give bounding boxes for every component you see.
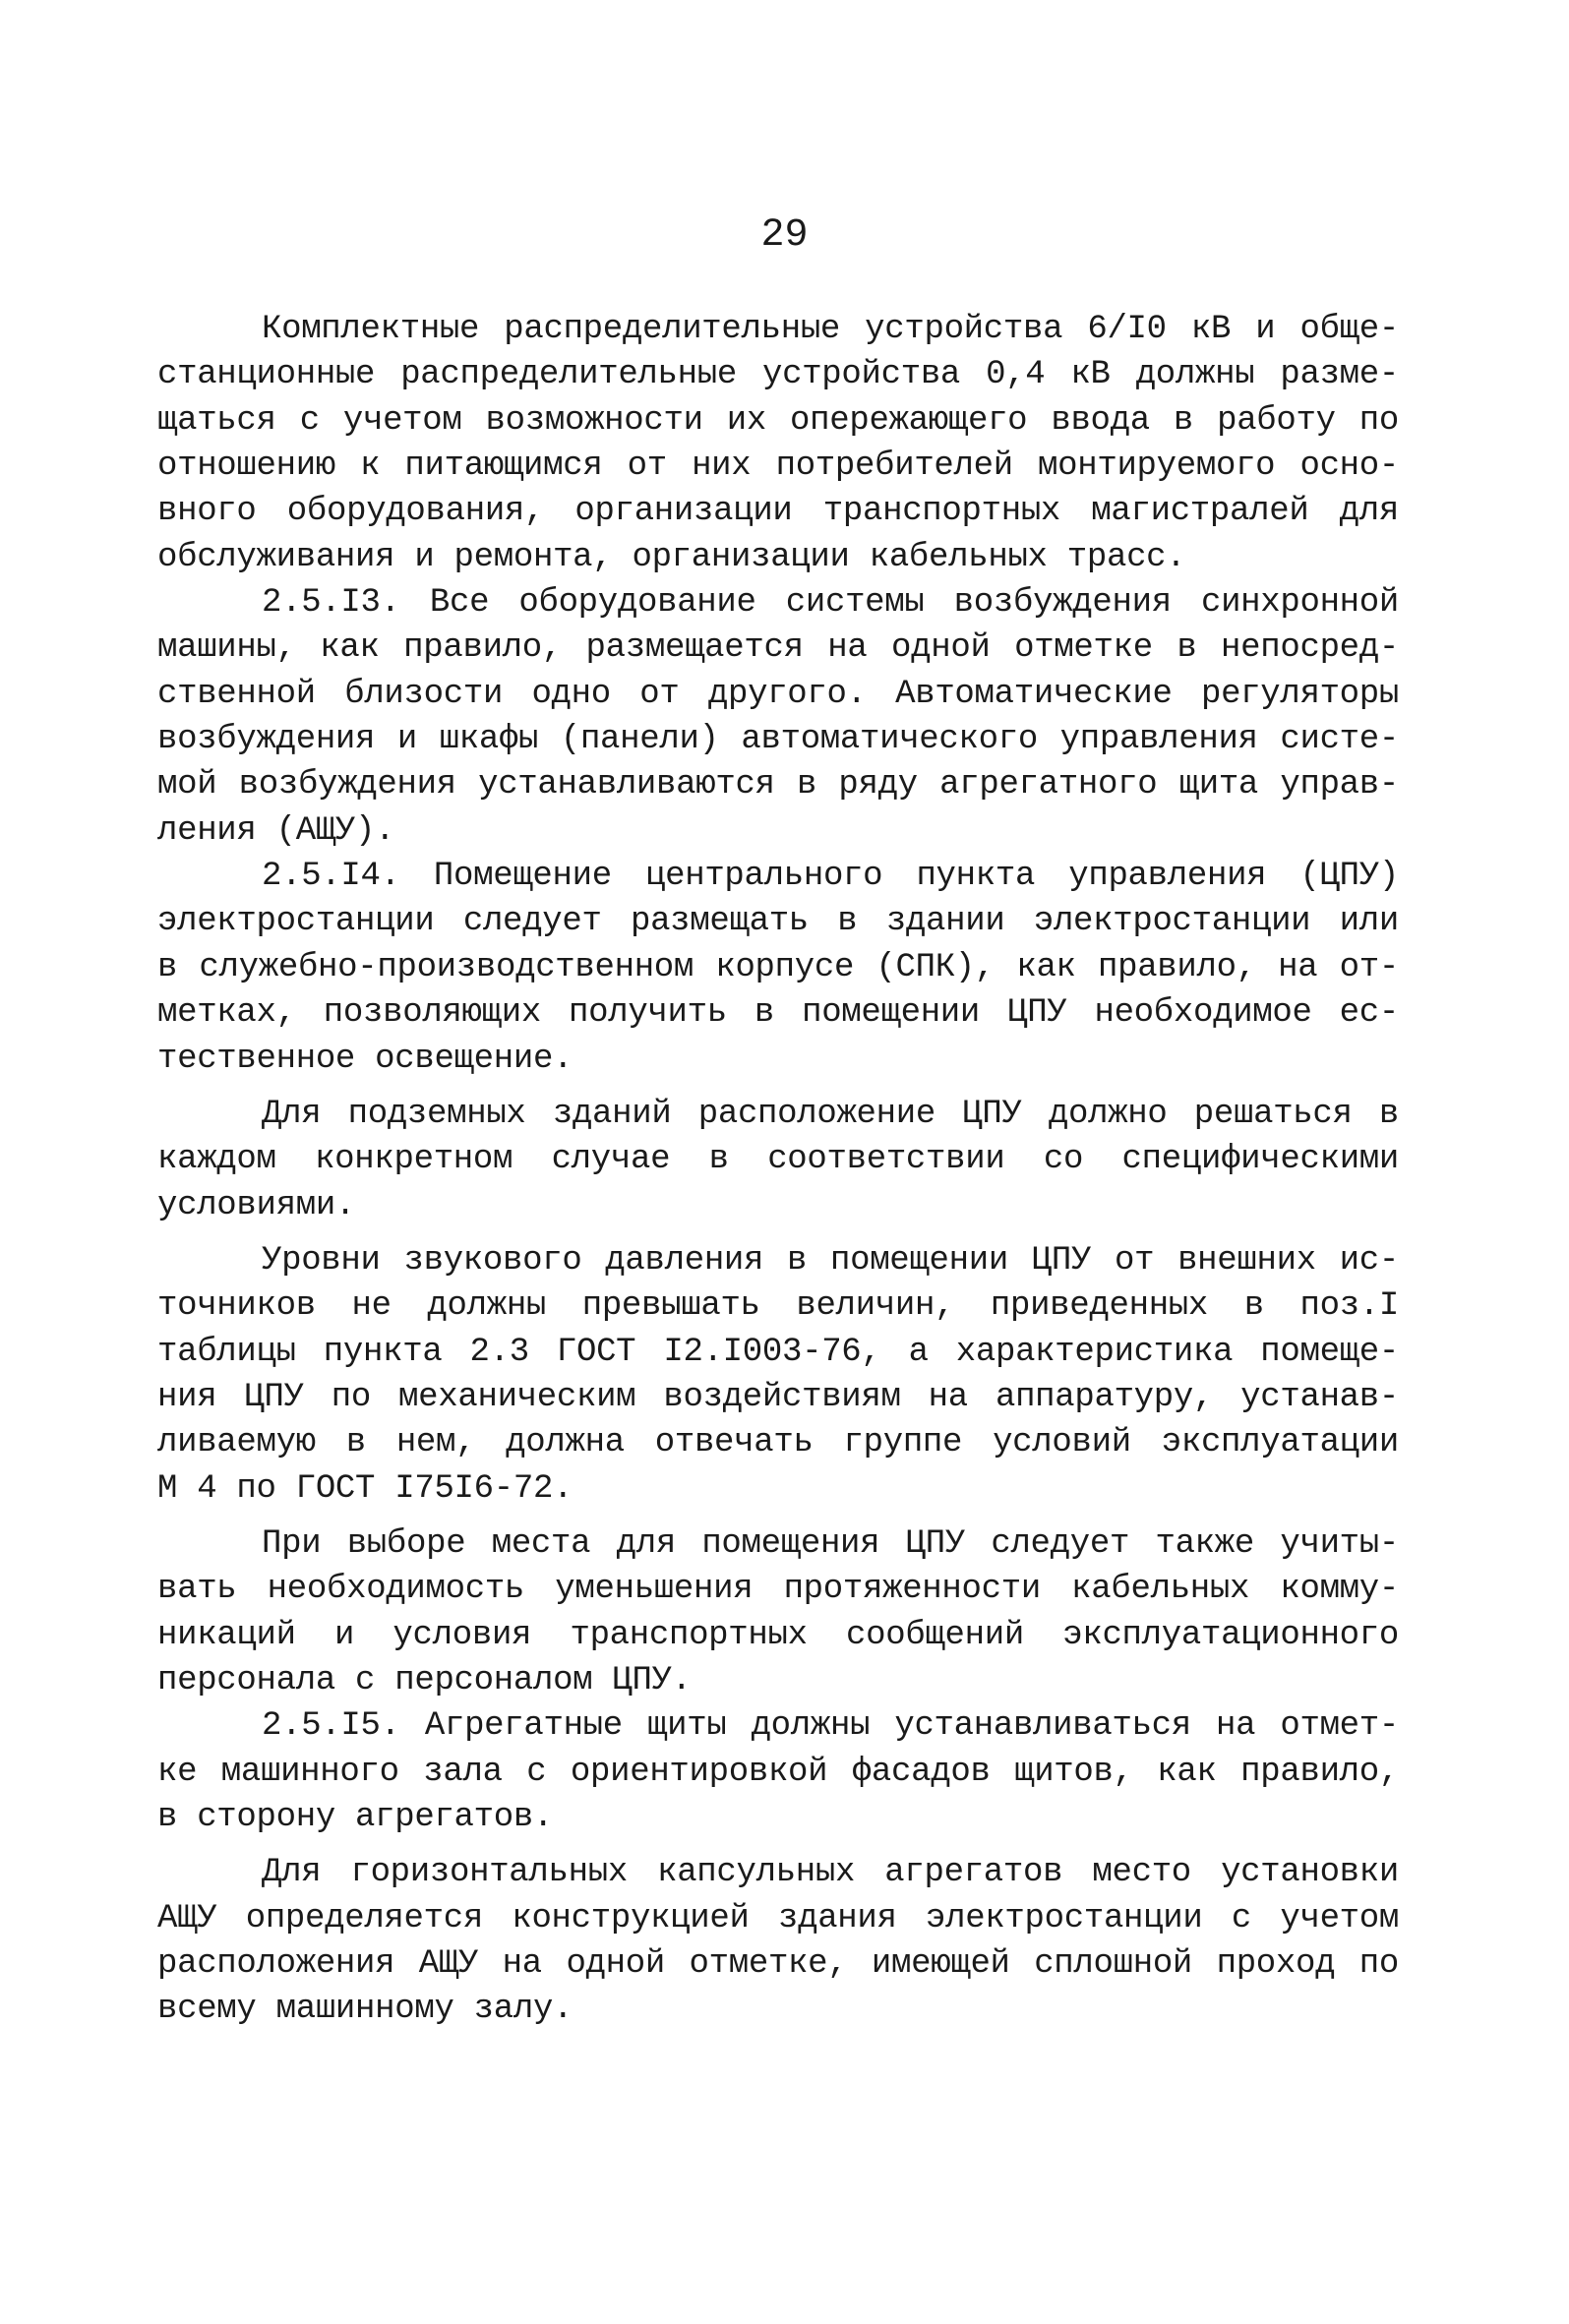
paragraph-gap (157, 1228, 1399, 1238)
text-line: машины, как правило, размещается на одной отметке в непосред- (157, 629, 1399, 668)
text-line: всему машинному залу. (157, 1991, 573, 2029)
text-line: каждом конкретном случае в соответствии со специфическими (157, 1141, 1399, 1179)
text-line: 2.5.I3. Все оборудование системы возбуждения синхронной (262, 584, 1399, 623)
text-line: обслуживания и ремонта, организации кабельных трасс. (157, 538, 1186, 576)
text-line: в сторону агрегатов. (157, 1799, 554, 1836)
text-line: в служебно-производственном корпусе (СПК), как правило, на от- (157, 948, 1399, 986)
paragraph-gap (157, 1512, 1399, 1521)
page-number: 29 (760, 213, 809, 258)
text-line: При выборе места для помещения ЦПУ следует также учиты- (262, 1524, 1399, 1563)
text-line: 2.5.I5. Агрегатные щиты должны устанавливаться на отмет- (262, 1707, 1399, 1746)
paragraph-gap (157, 1082, 1399, 1092)
text-line: персонала с персоналом ЦПУ. (157, 1661, 692, 1699)
text-line: возбуждения и шкафы (панели) автоматического управления систе- (157, 721, 1399, 759)
text-line: расположения АЩУ на одной отметке, имеющей сплошной проход по (157, 1945, 1399, 1984)
text-line: щаться с учетом возможности их опережающего ввода в работу по (157, 401, 1399, 440)
text-line: точников не должны превышать величин, приведенных в поз.I (157, 1287, 1399, 1326)
paragraph (157, 1092, 1399, 1228)
paragraph (157, 580, 1399, 854)
text-line: Комплектные распределительные устройства 6/I0 кВ и обще- (262, 311, 1399, 348)
text-line: станционные распределительные устройства 0,4 кВ должны разме- (157, 356, 1399, 394)
text-line: никаций и условия транспортных сообщений эксплуатационного (157, 1616, 1399, 1654)
text-line: Уровни звукового давления в помещении ЦПУ от внешних ис- (262, 1241, 1399, 1280)
text-line: таблицы пункта 2.3 ГОСТ I2.I003-76, а характеристика помеще- (157, 1333, 1399, 1371)
paragraph (157, 307, 1399, 580)
text-line: Для горизонтальных капсульных агрегатов место установки (262, 1854, 1399, 1892)
text-line: электростанции следует размещать в здании электростанции или (157, 903, 1399, 941)
text-line: условиями. (157, 1186, 356, 1224)
paragraph-gap (157, 1840, 1399, 1850)
text-line: ке машинного зала с ориентировкой фасадов щитов, как правило, (157, 1753, 1399, 1791)
paragraph (157, 854, 1399, 1082)
paragraph (157, 1238, 1399, 1512)
paragraph (157, 1703, 1399, 1840)
text-line: Для подземных зданий расположение ЦПУ должно решаться в (262, 1095, 1399, 1133)
text-line: 2.5.I4. Помещение центрального пункта управления (ЦПУ) (262, 858, 1399, 896)
text-line: вать необходимость уменьшения протяженности кабельных комму- (157, 1571, 1399, 1609)
paragraph (157, 1850, 1399, 2032)
text-line: мой возбуждения устанавливаются в ряду агрегатного щита управ- (157, 766, 1399, 804)
body-text (157, 307, 1399, 2033)
text-line: ственной близости одно от другого. Автоматические регуляторы (157, 675, 1399, 713)
text-line: вного оборудования, организации транспортных магистралей для (157, 493, 1399, 531)
text-line: М 4 по ГОСТ I75I6-72. (157, 1469, 573, 1508)
text-line: тественное освещение. (157, 1040, 573, 1078)
text-line: ния ЦПУ по механическим воздействиям на аппаратуру, устанав- (157, 1378, 1399, 1416)
text-line: ления (АЩУ). (157, 811, 395, 850)
text-line: АЩУ определяется конструкцией здания электростанции с учетом (157, 1899, 1399, 1937)
paragraph (157, 1521, 1399, 1703)
text-line: метках, позволяющих получить в помещении ЦПУ необходимое ес- (157, 994, 1399, 1033)
text-line: ливаемую в нем, должна отвечать группе условий эксплуатации (157, 1424, 1399, 1462)
text-line: отношению к питающимся от них потребителей монтируемого осно- (157, 447, 1399, 486)
